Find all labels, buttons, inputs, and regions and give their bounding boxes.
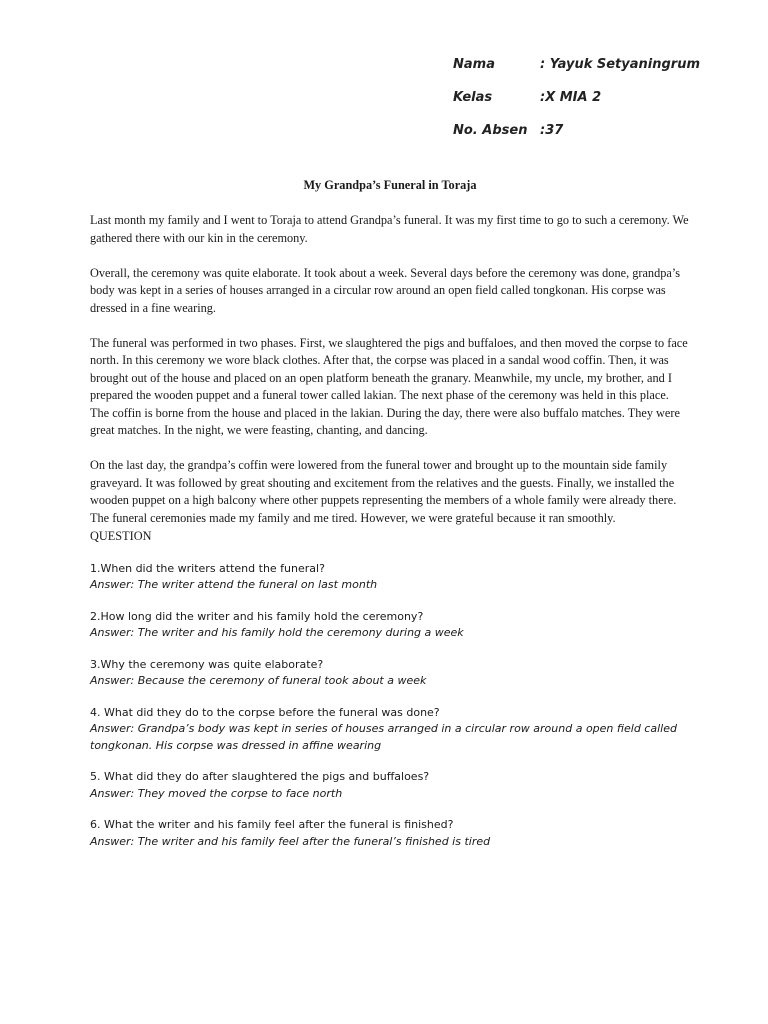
question-text: 6. What the writer and his family feel after the funeral is finished?: [90, 818, 454, 831]
question-heading: QUESTION: [90, 529, 152, 543]
question-item: [90, 657, 690, 690]
info-label: Nama: [453, 57, 495, 72]
essay-title: My Grandpa’s Funeral in Toraja: [303, 178, 477, 192]
info-row-class: [453, 90, 700, 123]
question-text: 2.How long did the writer and his family hold the ceremony?: [90, 609, 424, 623]
answer-text: Answer: The writer attend the funeral on last month: [90, 578, 378, 591]
answer-text: Answer: Grandpa’s body was kept in series of houses arranged in a circular row around a open field called tongkonan. His corpse was dressed in affine wearing: [90, 722, 677, 752]
question-text: 3.Why the ceremony was quite elaborate?: [90, 657, 324, 671]
info-label: Kelas: [453, 90, 493, 105]
question-text: 1.When did the writers attend the funeral?: [90, 561, 325, 575]
question-item: [90, 609, 690, 642]
answer-text: Answer: The writer and his family hold the ceremony during a week: [90, 626, 464, 639]
question-item: [90, 817, 690, 850]
question-text: 5. What did they do after slaughtered the pigs and buffaloes?: [90, 770, 430, 783]
essay-paragraph: Overall, the ceremony was quite elaborate. It took about a week. Several days before the ceremony was done, grandpa’s body was kept in a series of houses arranged in a circular row around an open field called tongkonan. His corpse was dressed in a fine wearing.: [90, 265, 681, 315]
answer-text: Answer: Because the ceremony of funeral took about a week: [90, 674, 427, 687]
info-value: : Yayuk Setyaningrum: [540, 57, 700, 72]
essay-paragraph: On the last day, the grandpa’s coffin were lowered from the funeral tower and brought up to the mountain side family graveyard. It was followed by great shouting and excitement from the relatives and the guests. Finally, we installed the wooden puppet on a high balcony where other puppets representing the members of a whole family were already there. The funeral ceremonies made my family and me tired. However, we were grateful because it ran smoothly.: [90, 458, 677, 525]
essay-paragraph: Last month my family and I went to Toraja to attend Grandpa’s funeral. It was my first time to go to such a ceremony. We gathered there with our kin in the ceremony.: [90, 213, 689, 245]
question-item: [90, 769, 690, 802]
essay-paragraph: The funeral was performed in two phases. First, we slaughtered the pigs and buffaloes, and then moved the corpse to face north. In this ceremony we wore black clothes. After that, the corpse was placed in a sandal wood coffin. Then, it was brought out of the house and placed on an open platform beneath the granary. Meanwhile, my uncle, my brother, and I prepared the wooden puppet and a funeral tower called lakian. The next phase of the ceremony was held in this place. The coffin is borne from the house and placed in the lakian. During the day, there were also buffalo matches. They were great matches. In the night, we were feasting, chanting, and dancing.: [90, 335, 688, 437]
info-label: No. Absen: [453, 123, 528, 138]
essay: [90, 177, 690, 545]
answer-text: Answer: They moved the corpse to face north: [90, 786, 343, 800]
question-item: [90, 561, 690, 594]
info-value: :X MIA 2: [540, 90, 602, 105]
question-text: 4. What did they do to the corpse before the funeral was done?: [90, 705, 440, 719]
student-info: [453, 57, 700, 156]
info-row-name: [453, 57, 700, 90]
info-row-number: [453, 123, 700, 156]
answer-text: Answer: The writer and his family feel after the funeral’s finished is tired: [90, 834, 491, 848]
question-section: [90, 528, 690, 865]
question-item: [90, 705, 690, 755]
info-value: :37: [540, 123, 564, 138]
